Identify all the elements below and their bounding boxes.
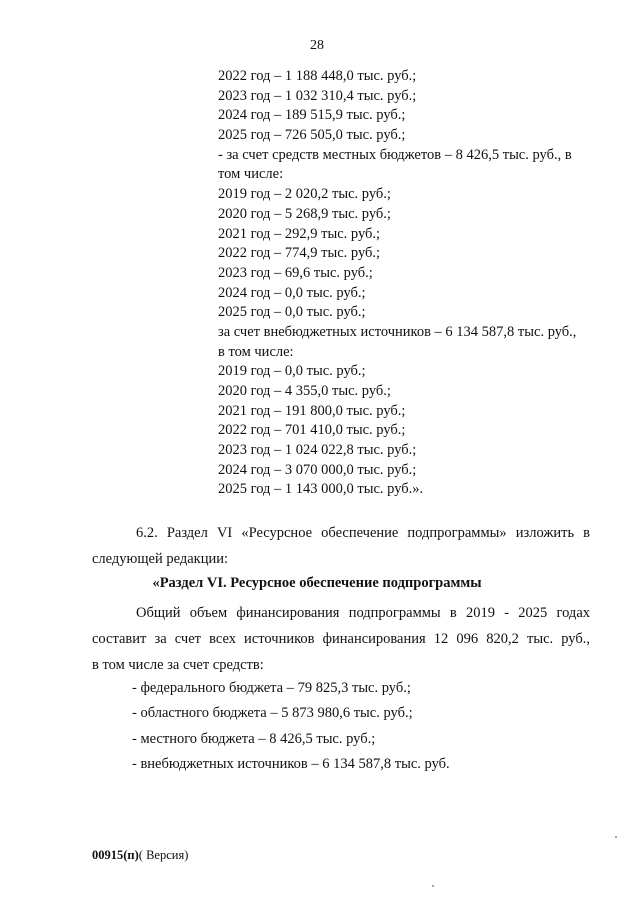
paragraph-line: Общий объем финансирования подпрограммы в 2019 - 2025 годах [136, 605, 590, 621]
list-item: - областного бюджета – 5 873 980,6 тыс. руб.; [132, 705, 413, 722]
list-line: 2024 год – 189 515,9 тыс. руб.; [218, 107, 406, 124]
document-footer [92, 848, 188, 863]
funding-by-year-list [218, 67, 598, 500]
list-line: за счет внебюджетных источников – 6 134 587,8 тыс. руб., [218, 323, 577, 340]
section-heading: «Раздел VI. Ресурсное обеспечение подпрограммы [152, 575, 482, 591]
list-line: - за счет средств местных бюджетов – 8 426,5 тыс. руб., в [218, 146, 572, 163]
scan-speck [615, 836, 617, 838]
paragraph-line: 6.2. Раздел VI «Ресурсное обеспечение подпрограммы» изложить в [136, 525, 590, 541]
list-line: в том числе: [218, 343, 294, 360]
list-line: 2025 год – 726 505,0 тыс. руб.; [218, 127, 406, 144]
list-item: - местного бюджета – 8 426,5 тыс. руб.; [132, 730, 376, 747]
list-line: 2020 год – 5 268,9 тыс. руб.; [218, 205, 391, 222]
funding-sources-list [132, 676, 592, 777]
list-line: 2019 год – 0,0 тыс. руб.; [218, 363, 366, 380]
list-item: - федерального бюджета – 79 825,3 тыс. руб.; [132, 680, 411, 696]
list-line: 2024 год – 0,0 тыс. руб.; [218, 284, 366, 301]
list-item: - внебюджетных источников – 6 134 587,8 тыс. руб. [132, 755, 450, 772]
list-line: 2023 год – 1 032 310,4 тыс. руб.; [218, 87, 417, 104]
list-line: том числе: [218, 166, 284, 183]
list-line: 2021 год – 191 800,0 тыс. руб.; [218, 402, 406, 419]
list-line: 2023 год – 1 024 022,8 тыс. руб.; [218, 442, 417, 459]
funding-paragraph [92, 600, 590, 678]
list-line: 2025 год – 1 143 000,0 тыс. руб.». [218, 481, 424, 498]
scan-speck [432, 885, 434, 887]
list-line: 2023 год – 69,6 тыс. руб.; [218, 264, 373, 281]
list-line: 2022 год – 1 188 448,0 тыс. руб.; [218, 68, 417, 84]
section-change-paragraph [92, 520, 590, 572]
list-line: 2022 год – 701 410,0 тыс. руб.; [218, 422, 406, 439]
list-line: 2021 год – 292,9 тыс. руб.; [218, 225, 381, 242]
paragraph-line: в том числе за счет средств: [92, 657, 264, 673]
list-line: 2022 год – 774,9 тыс. руб.; [218, 245, 381, 262]
paragraph-line: составит за счет всех источников финансирования 12 096 820,2 тыс. руб., [92, 631, 590, 647]
list-line: 2020 год – 4 355,0 тыс. руб.; [218, 383, 391, 399]
list-line: 2025 год – 0,0 тыс. руб.; [218, 304, 366, 321]
list-line: 2024 год – 3 070 000,0 тыс. руб.; [218, 461, 417, 478]
list-line: 2019 год – 2 020,2 тыс. руб.; [218, 186, 391, 203]
document-code: 00915(п) [92, 848, 139, 862]
document-version: ( Версия) [138, 848, 189, 862]
paragraph-line: следующей редакции: [92, 551, 229, 567]
page-number: 28 [310, 38, 324, 53]
